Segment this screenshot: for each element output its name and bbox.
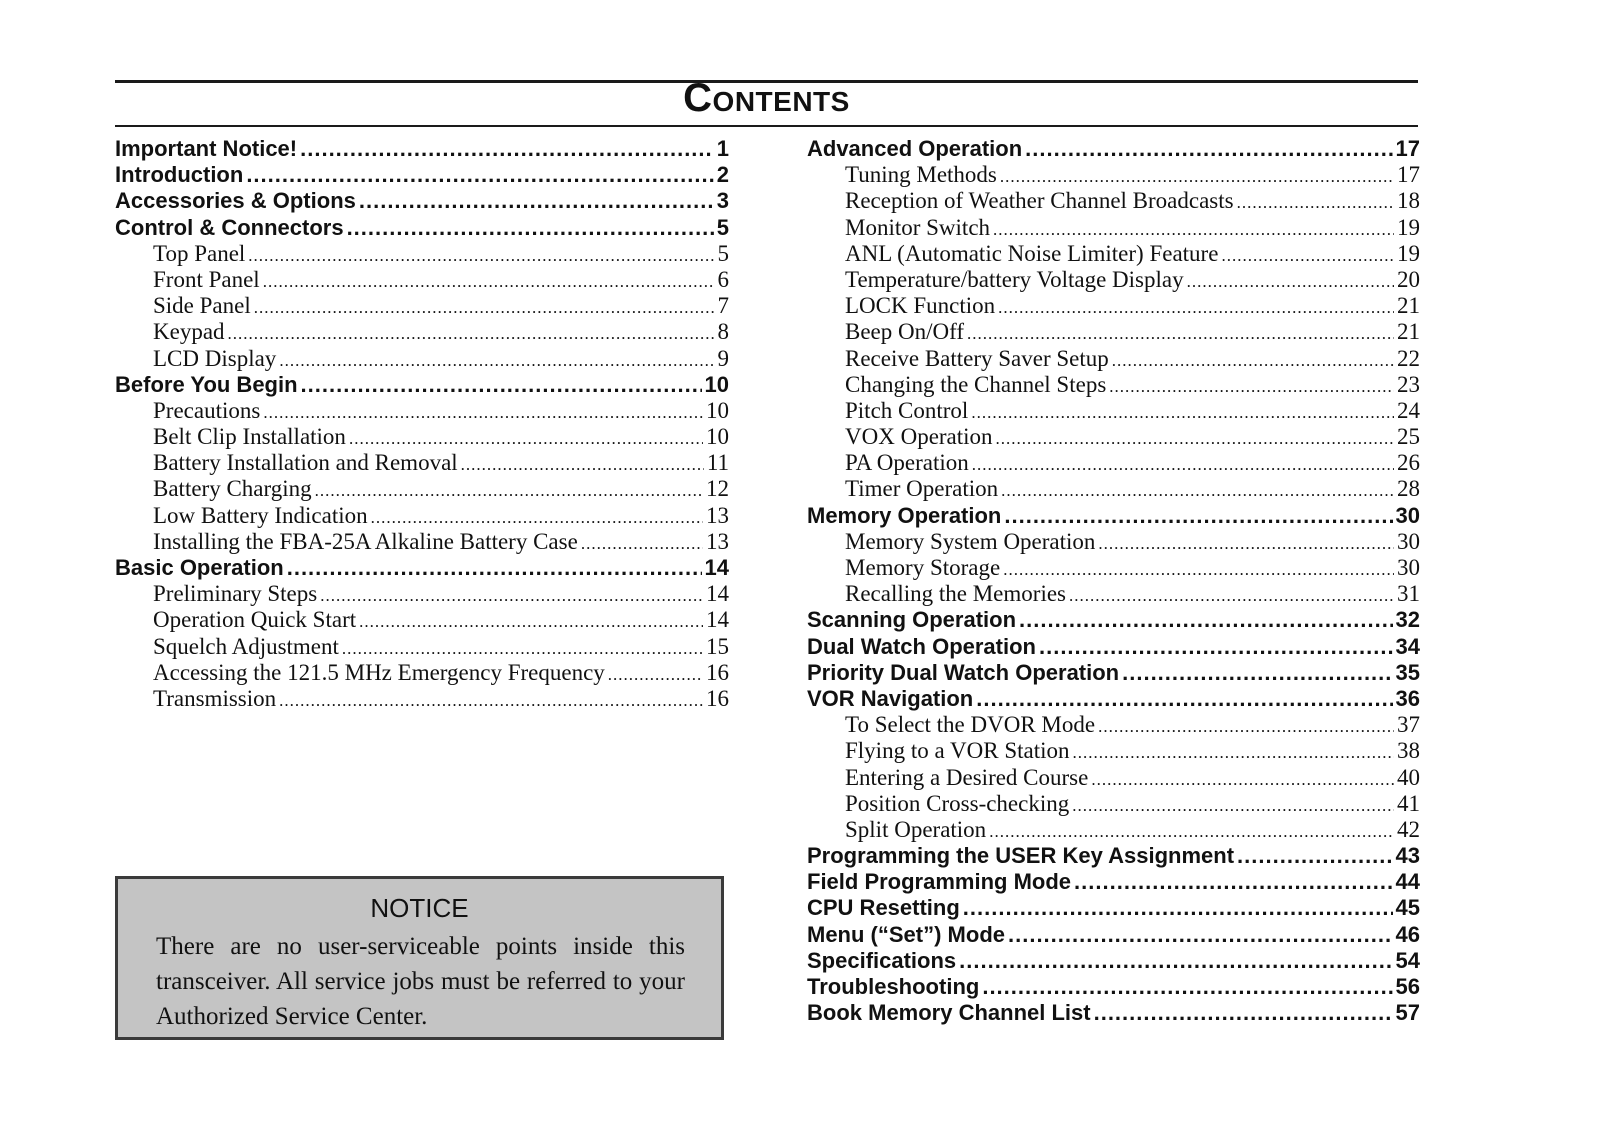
toc-subsection-entry[interactable] bbox=[115, 424, 729, 450]
toc-subsection-entry[interactable] bbox=[807, 529, 1420, 555]
toc-entry-page-number: 17 bbox=[1395, 136, 1420, 161]
toc-entry-title: Monitor Switch bbox=[845, 214, 991, 240]
dot-leader bbox=[993, 220, 1394, 240]
dot-leader bbox=[1221, 246, 1394, 266]
toc-entry-title: VOX Operation bbox=[845, 424, 993, 450]
toc-subsection-entry[interactable] bbox=[115, 267, 729, 293]
toc-entry-title: Installing the FBA-25A Alkaline Battery Case bbox=[153, 528, 578, 554]
toc-entry-page-number: 20 bbox=[1397, 266, 1420, 292]
toc-entry-title: PA Operation bbox=[845, 450, 969, 476]
toc-entry-page-number: 10 bbox=[706, 397, 729, 423]
toc-subsection-entry[interactable] bbox=[115, 241, 729, 267]
dot-leader bbox=[315, 481, 703, 501]
toc-entry-title: Precautions bbox=[153, 397, 261, 423]
toc-entry-title: Memory Operation bbox=[807, 502, 1002, 528]
toc-entry-page-number: 9 bbox=[717, 345, 729, 371]
toc-subsection-entry[interactable] bbox=[807, 555, 1420, 581]
dot-leader bbox=[1003, 560, 1394, 580]
toc-entry-page-number: 57 bbox=[1395, 1000, 1420, 1026]
toc-entry-page-number: 14 bbox=[706, 581, 729, 607]
toc-entry-page-number: 56 bbox=[1395, 974, 1420, 999]
toc-subsection-entry[interactable] bbox=[115, 346, 729, 372]
dot-leader bbox=[1098, 534, 1394, 554]
toc-entry-page-number: 12 bbox=[706, 476, 729, 502]
toc-entry-page-number: 5 bbox=[717, 240, 729, 266]
toc-entry-title: Accessories & Options bbox=[115, 188, 356, 214]
toc-section-entry[interactable] bbox=[807, 974, 1420, 1000]
toc-section-entry[interactable] bbox=[115, 215, 729, 241]
dot-leader bbox=[989, 822, 1394, 842]
toc-entry-page-number: 32 bbox=[1395, 607, 1420, 633]
toc-section-entry[interactable] bbox=[807, 1000, 1420, 1026]
toc-entry-title: Battery Charging bbox=[153, 476, 312, 502]
dot-leader bbox=[461, 455, 704, 475]
toc-entry-title: Front Panel bbox=[153, 266, 260, 292]
dot-leader bbox=[1122, 660, 1392, 686]
page-title: Contents bbox=[683, 76, 850, 120]
toc-entry-title: Recalling the Memories bbox=[845, 581, 1066, 607]
toc-entry-page-number: 24 bbox=[1397, 397, 1420, 423]
toc-entry-title: Reception of Weather Channel Broadcasts bbox=[845, 188, 1234, 214]
dot-leader bbox=[342, 639, 703, 659]
toc-entry-title: Basic Operation bbox=[115, 555, 284, 580]
toc-section-entry[interactable] bbox=[807, 948, 1420, 974]
dot-leader bbox=[359, 612, 703, 632]
toc-right-column bbox=[807, 136, 1420, 1026]
toc-entry-page-number: 22 bbox=[1397, 345, 1420, 371]
toc-entry-page-number: 46 bbox=[1395, 921, 1420, 947]
dot-leader bbox=[263, 272, 715, 292]
dot-leader bbox=[1112, 351, 1394, 371]
dot-leader bbox=[300, 136, 714, 162]
toc-subsection-entry[interactable] bbox=[807, 712, 1420, 738]
toc-subsection-entry[interactable] bbox=[807, 215, 1420, 241]
toc-entry-page-number: 14 bbox=[706, 607, 729, 633]
toc-entry-title: ANL (Automatic Noise Limiter) Feature bbox=[845, 240, 1219, 266]
toc-entry-page-number: 8 bbox=[717, 319, 729, 345]
dot-leader bbox=[1000, 167, 1394, 187]
toc-section-entry[interactable] bbox=[807, 136, 1420, 162]
toc-left-column bbox=[115, 136, 729, 712]
toc-subsection-entry[interactable] bbox=[115, 319, 729, 345]
toc-section-entry[interactable] bbox=[807, 503, 1420, 529]
toc-entry-title: Temperature/battery Voltage Display bbox=[845, 266, 1184, 292]
toc-entry-page-number: 17 bbox=[1397, 162, 1420, 188]
toc-entry-title: Receive Battery Saver Setup bbox=[845, 345, 1109, 371]
heading-underline bbox=[115, 125, 1418, 127]
dot-leader bbox=[1094, 1000, 1393, 1026]
toc-entry-title: Book Memory Channel List bbox=[807, 1000, 1091, 1026]
toc-entry-page-number: 15 bbox=[706, 633, 729, 659]
toc-entry-page-number: 54 bbox=[1395, 947, 1420, 973]
toc-entry-title: Changing the Channel Steps bbox=[845, 371, 1107, 397]
toc-section-entry[interactable] bbox=[807, 869, 1420, 895]
toc-entry-page-number: 19 bbox=[1397, 214, 1420, 240]
toc-subsection-entry[interactable] bbox=[807, 372, 1420, 398]
toc-entry-title: Memory System Operation bbox=[845, 528, 1096, 554]
toc-section-entry[interactable] bbox=[115, 162, 729, 188]
toc-subsection-entry[interactable] bbox=[807, 738, 1420, 764]
toc-entry-page-number: 21 bbox=[1397, 293, 1420, 319]
toc-section-entry[interactable] bbox=[807, 843, 1420, 869]
dot-leader bbox=[349, 429, 703, 449]
toc-section-entry[interactable] bbox=[115, 136, 729, 162]
toc-subsection-entry[interactable] bbox=[115, 503, 729, 529]
dot-leader bbox=[963, 895, 1393, 921]
dot-leader bbox=[1098, 717, 1394, 737]
toc-entry-title: Squelch Adjustment bbox=[153, 633, 339, 659]
toc-subsection-entry[interactable] bbox=[807, 765, 1420, 791]
toc-entry-title: Dual Watch Operation bbox=[807, 633, 1036, 659]
toc-entry-page-number: 34 bbox=[1395, 633, 1420, 659]
toc-entry-page-number: 21 bbox=[1397, 319, 1420, 345]
dot-leader bbox=[959, 948, 1392, 974]
toc-entry-page-number: 28 bbox=[1397, 476, 1420, 502]
toc-subsection-entry[interactable] bbox=[115, 476, 729, 502]
toc-entry-title: Scanning Operation bbox=[807, 607, 1017, 633]
toc-entry-page-number: 2 bbox=[716, 162, 729, 188]
toc-subsection-entry[interactable] bbox=[807, 817, 1420, 843]
toc-entry-title: Transmission bbox=[153, 685, 277, 711]
toc-entry-page-number: 6 bbox=[717, 266, 729, 292]
toc-entry-page-number: 10 bbox=[706, 424, 729, 450]
toc-entry-title: Important Notice! bbox=[115, 136, 298, 161]
toc-entry-title: Beep On/Off bbox=[845, 319, 965, 345]
dot-leader bbox=[301, 372, 702, 398]
toc-entry-title: LCD Display bbox=[153, 345, 277, 371]
toc-subsection-entry[interactable] bbox=[807, 398, 1420, 424]
dot-leader bbox=[1237, 193, 1394, 213]
notice-box bbox=[115, 876, 724, 1040]
toc-entry-page-number: 45 bbox=[1395, 895, 1420, 921]
toc-entry-page-number: 43 bbox=[1395, 843, 1420, 869]
toc-entry-title: Programming the USER Key Assignment bbox=[807, 843, 1235, 869]
toc-entry-title: Field Programming Mode bbox=[807, 869, 1072, 895]
toc-entry-page-number: 37 bbox=[1397, 712, 1420, 738]
toc-section-entry[interactable] bbox=[807, 607, 1420, 633]
toc-entry-page-number: 14 bbox=[704, 555, 729, 580]
notice-body: There are no user-serviceable points inside this transceiver. All service jobs must be referred to your Authorized Service Center. bbox=[156, 933, 685, 1030]
toc-entry-title: Advanced Operation bbox=[807, 136, 1023, 161]
toc-section-entry[interactable] bbox=[115, 555, 729, 581]
dot-leader bbox=[998, 298, 1394, 318]
toc-entry-title: Pitch Control bbox=[845, 397, 969, 423]
dot-leader bbox=[1074, 869, 1392, 895]
toc-subsection-entry[interactable] bbox=[115, 450, 729, 476]
toc-entry-title: Side Panel bbox=[153, 293, 251, 319]
toc-entry-page-number: 13 bbox=[706, 502, 729, 528]
toc-entry-page-number: 3 bbox=[716, 188, 729, 214]
dot-leader bbox=[1019, 607, 1392, 633]
toc-subsection-entry[interactable] bbox=[115, 660, 729, 686]
toc-entry-title: Entering a Desired Course bbox=[845, 764, 1089, 790]
toc-entry-page-number: 30 bbox=[1395, 502, 1420, 528]
dot-leader bbox=[1109, 377, 1394, 397]
dot-leader bbox=[1039, 634, 1393, 660]
dot-leader bbox=[1237, 843, 1392, 869]
dot-leader bbox=[347, 215, 714, 241]
toc-subsection-entry[interactable] bbox=[807, 424, 1420, 450]
toc-subsection-entry[interactable] bbox=[807, 581, 1420, 607]
dot-leader bbox=[279, 691, 703, 711]
toc-subsection-entry[interactable] bbox=[807, 791, 1420, 817]
toc-entry-page-number: 11 bbox=[706, 450, 729, 476]
toc-subsection-entry[interactable] bbox=[115, 634, 729, 660]
toc-subsection-entry[interactable] bbox=[115, 607, 729, 633]
toc-entry-title: Control & Connectors bbox=[115, 214, 344, 240]
dot-leader bbox=[581, 534, 703, 554]
toc-entry-title: Preliminary Steps bbox=[153, 581, 318, 607]
toc-subsection-entry[interactable] bbox=[115, 293, 729, 319]
toc-entry-title: Timer Operation bbox=[845, 476, 999, 502]
toc-subsection-entry[interactable] bbox=[807, 241, 1420, 267]
toc-entry-title: Tuning Methods bbox=[845, 162, 997, 188]
toc-entry-title: Menu (“Set”) Mode bbox=[807, 921, 1005, 947]
dot-leader bbox=[976, 686, 1392, 712]
dot-leader bbox=[1008, 922, 1393, 948]
dot-leader bbox=[982, 974, 1392, 1000]
toc-entry-title: Split Operation bbox=[845, 816, 987, 842]
toc-entry-page-number: 30 bbox=[1397, 528, 1420, 554]
dot-leader bbox=[1001, 481, 1394, 501]
dot-leader bbox=[1091, 770, 1394, 790]
toc-subsection-entry[interactable] bbox=[807, 450, 1420, 476]
dot-leader bbox=[1004, 503, 1392, 529]
dot-leader bbox=[996, 429, 1394, 449]
toc-subsection-entry[interactable] bbox=[807, 188, 1420, 214]
dot-leader bbox=[972, 455, 1394, 475]
toc-entry-page-number: 30 bbox=[1397, 555, 1420, 580]
toc-section-entry[interactable] bbox=[115, 372, 729, 398]
dot-leader bbox=[967, 324, 1394, 344]
dot-leader bbox=[1025, 136, 1392, 162]
toc-entry-page-number: 10 bbox=[704, 371, 729, 397]
toc-entry-title: Top Panel bbox=[153, 240, 246, 266]
toc-entry-page-number: 36 bbox=[1395, 685, 1420, 711]
toc-subsection-entry[interactable] bbox=[115, 398, 729, 424]
toc-entry-page-number: 31 bbox=[1397, 581, 1420, 607]
dot-leader bbox=[1069, 586, 1394, 606]
toc-entry-title: Introduction bbox=[115, 162, 244, 188]
toc-entry-page-number: 25 bbox=[1397, 424, 1420, 450]
toc-entry-page-number: 23 bbox=[1397, 371, 1420, 397]
toc-entry-page-number: 16 bbox=[706, 685, 729, 711]
dot-leader bbox=[971, 403, 1394, 423]
toc-section-entry[interactable] bbox=[807, 895, 1420, 921]
dot-leader bbox=[359, 188, 714, 214]
toc-entry-title: Flying to a VOR Station bbox=[845, 738, 1070, 764]
toc-entry-title: Battery Installation and Removal bbox=[153, 450, 458, 476]
dot-leader bbox=[287, 555, 702, 581]
toc-entry-page-number: 42 bbox=[1397, 816, 1420, 842]
toc-entry-page-number: 26 bbox=[1397, 450, 1420, 476]
toc-section-entry[interactable] bbox=[807, 922, 1420, 948]
toc-entry-page-number: 5 bbox=[716, 214, 729, 240]
toc-subsection-entry[interactable] bbox=[807, 476, 1420, 502]
toc-entry-title: LOCK Function bbox=[845, 293, 996, 319]
toc-entry-title: Accessing the 121.5 MHz Emergency Frequency bbox=[153, 659, 605, 685]
toc-entry-title: Before You Begin bbox=[115, 371, 298, 397]
toc-section-entry[interactable] bbox=[115, 188, 729, 214]
toc-section-entry[interactable] bbox=[807, 686, 1420, 712]
toc-entry-title: Low Battery Indication bbox=[153, 502, 368, 528]
toc-entry-page-number: 38 bbox=[1397, 738, 1420, 764]
toc-subsection-entry[interactable] bbox=[115, 581, 729, 607]
dot-leader bbox=[1072, 796, 1394, 816]
toc-entry-page-number: 13 bbox=[706, 528, 729, 554]
dot-leader bbox=[246, 162, 713, 188]
toc-entry-title: Position Cross-checking bbox=[845, 790, 1070, 816]
toc-entry-page-number: 16 bbox=[706, 659, 729, 685]
toc-entry-page-number: 1 bbox=[716, 136, 729, 161]
toc-subsection-entry[interactable] bbox=[807, 162, 1420, 188]
toc-entry-title: Keypad bbox=[153, 319, 225, 345]
toc-entry-title: Operation Quick Start bbox=[153, 607, 357, 633]
toc-entry-title: VOR Navigation bbox=[807, 685, 974, 711]
dot-leader bbox=[228, 324, 715, 344]
toc-subsection-entry[interactable] bbox=[807, 267, 1420, 293]
toc-subsection-entry[interactable] bbox=[115, 529, 729, 555]
notice-title: NOTICE bbox=[370, 893, 469, 923]
dot-leader bbox=[248, 246, 714, 266]
dot-leader bbox=[371, 508, 703, 528]
toc-subsection-entry[interactable] bbox=[115, 686, 729, 712]
toc-subsection-entry[interactable] bbox=[807, 293, 1420, 319]
toc-entry-title: CPU Resetting bbox=[807, 895, 960, 921]
toc-entry-page-number: 44 bbox=[1395, 869, 1420, 895]
toc-entry-title: Specifications bbox=[807, 947, 957, 973]
toc-section-entry[interactable] bbox=[807, 634, 1420, 660]
toc-entry-page-number: 19 bbox=[1397, 240, 1420, 266]
toc-entry-title: Memory Storage bbox=[845, 555, 1001, 580]
toc-entry-page-number: 7 bbox=[717, 293, 729, 319]
toc-entry-title: Belt Clip Installation bbox=[153, 424, 346, 450]
dot-leader bbox=[279, 351, 714, 371]
dot-leader bbox=[1187, 272, 1394, 292]
toc-subsection-entry[interactable] bbox=[807, 319, 1420, 345]
toc-entry-page-number: 35 bbox=[1395, 659, 1420, 685]
toc-entry-title: Troubleshooting bbox=[807, 974, 980, 999]
dot-leader bbox=[320, 586, 703, 606]
dot-leader bbox=[608, 665, 703, 685]
toc-entry-title: To Select the DVOR Mode bbox=[845, 712, 1096, 738]
dot-leader bbox=[1073, 743, 1395, 763]
toc-entry-page-number: 18 bbox=[1397, 188, 1420, 214]
toc-subsection-entry[interactable] bbox=[807, 346, 1420, 372]
toc-entry-page-number: 40 bbox=[1397, 764, 1420, 790]
toc-entry-title: Priority Dual Watch Operation bbox=[807, 659, 1120, 685]
toc-section-entry[interactable] bbox=[807, 660, 1420, 686]
dot-leader bbox=[263, 403, 703, 423]
dot-leader bbox=[254, 298, 715, 318]
toc-entry-page-number: 41 bbox=[1397, 790, 1420, 816]
